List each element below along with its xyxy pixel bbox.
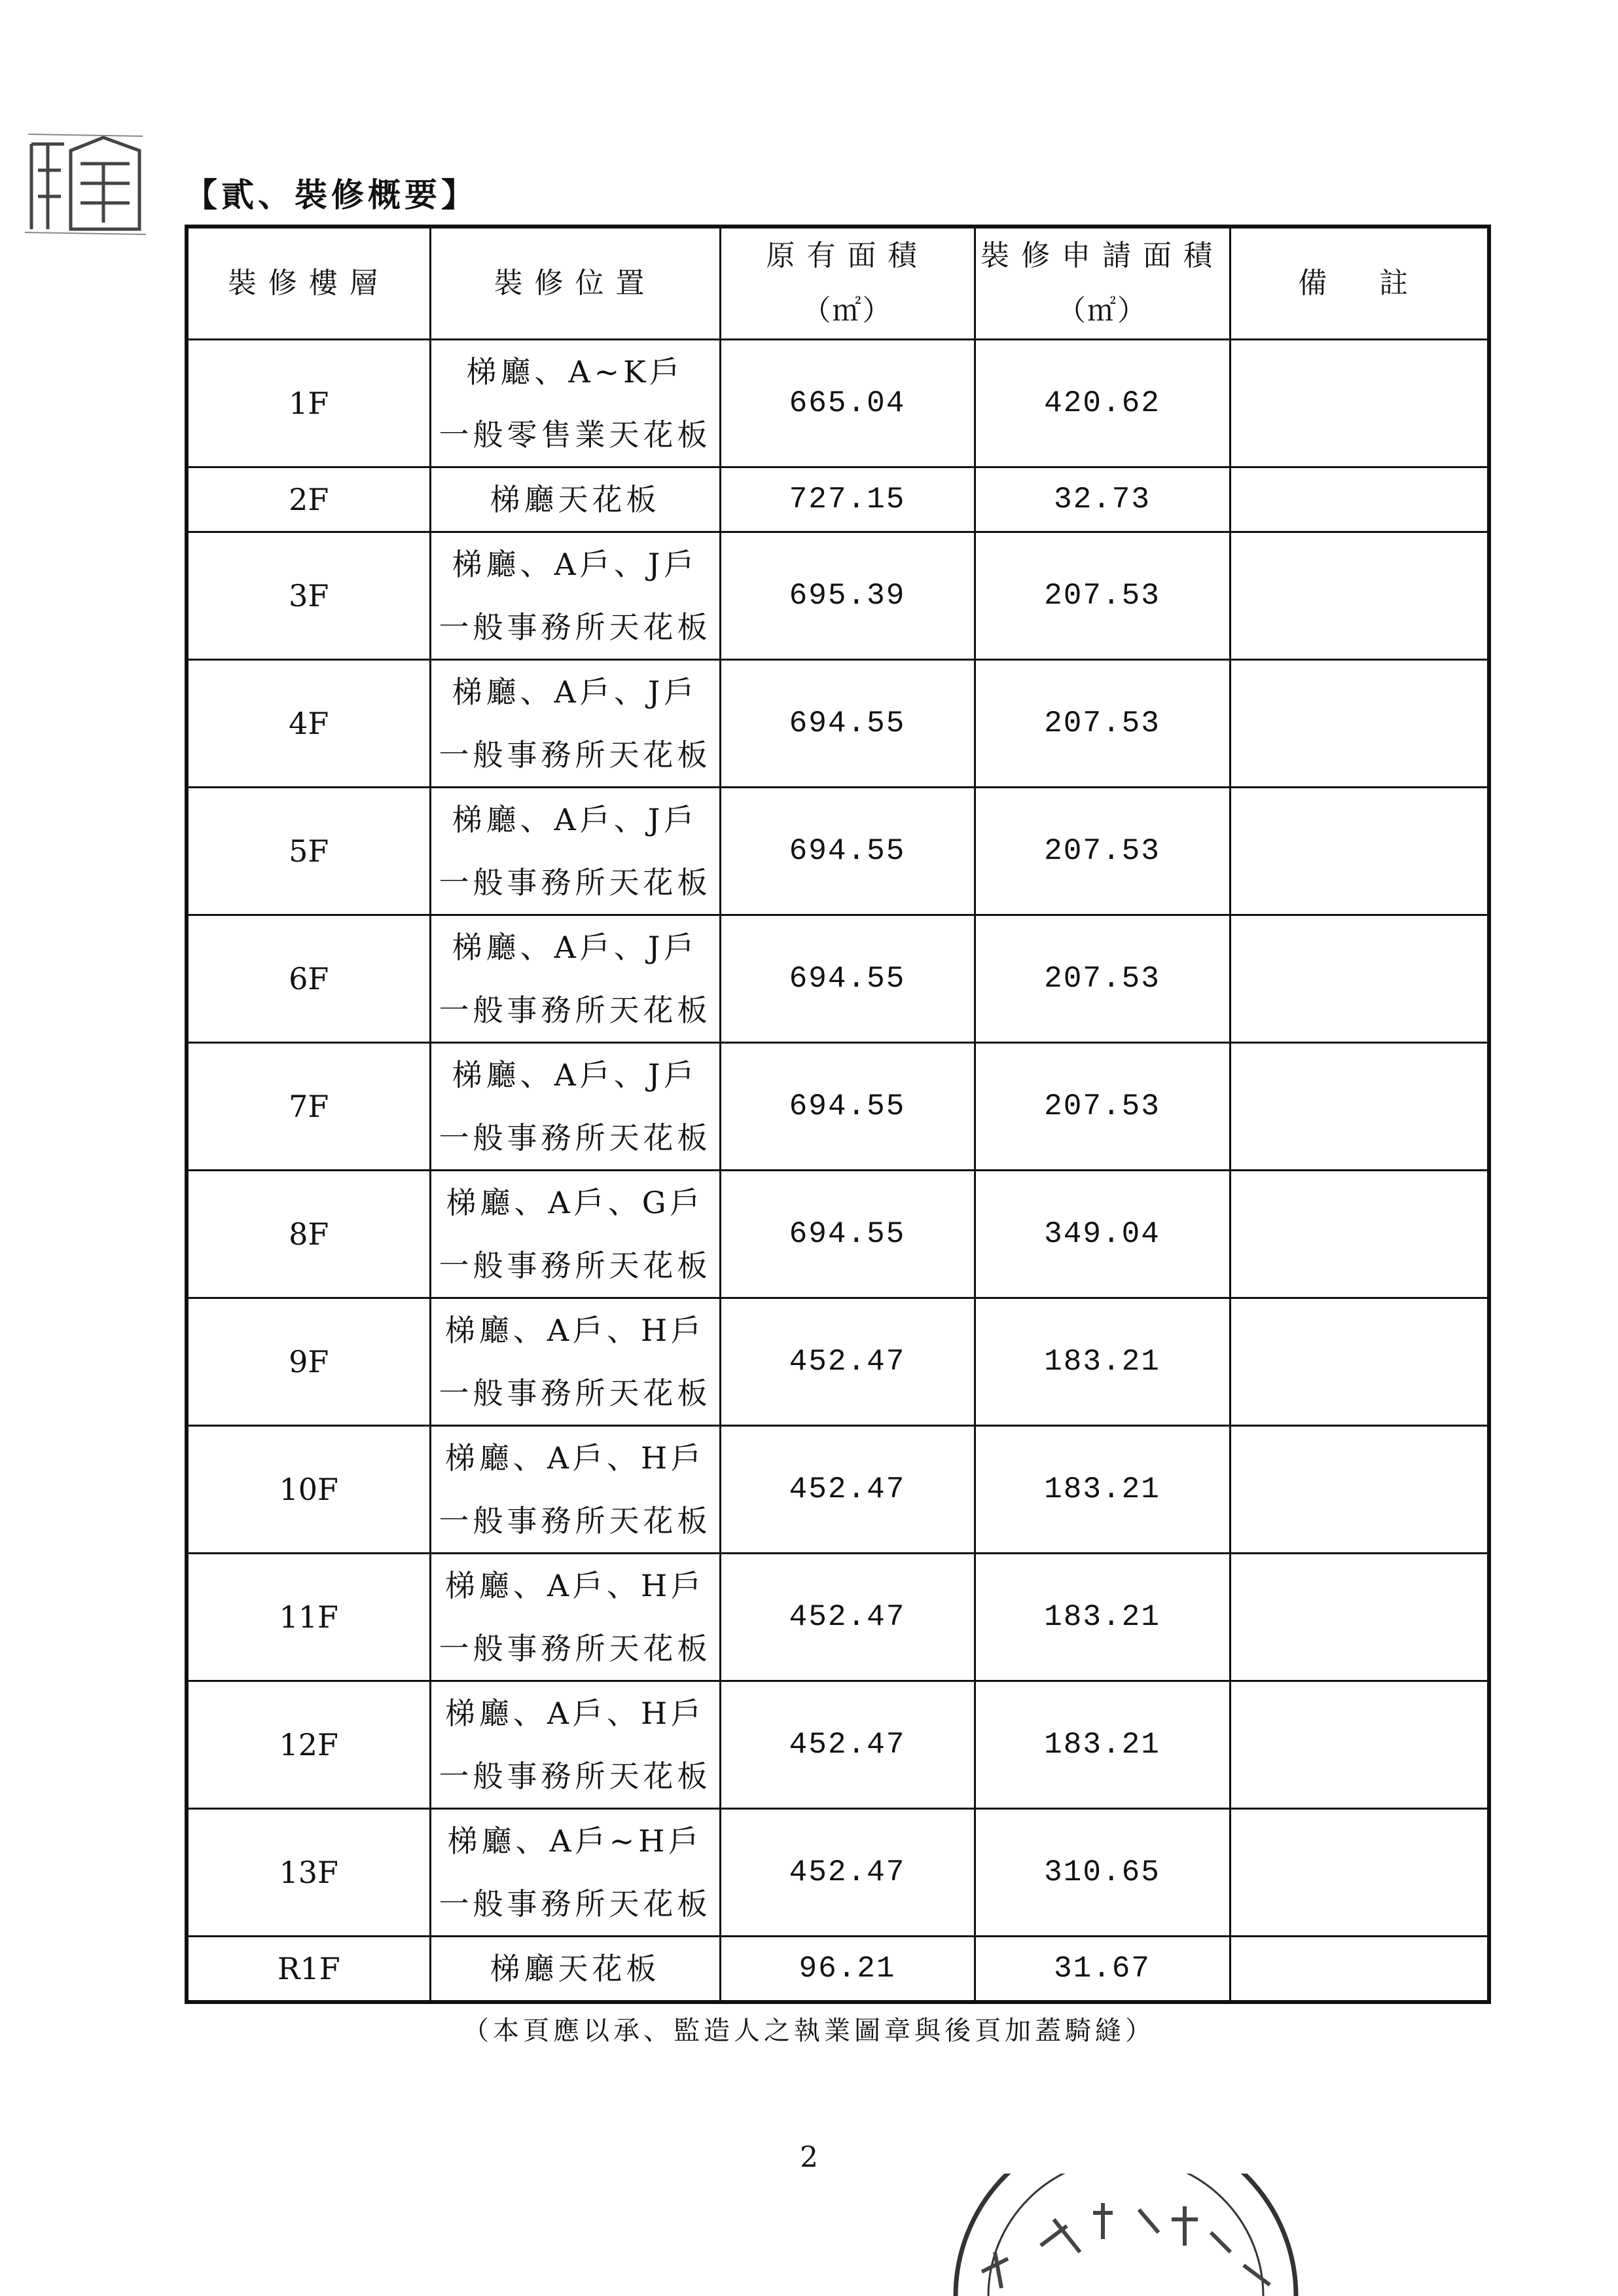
cell-remarks — [1230, 467, 1489, 532]
cell-remarks — [1230, 1298, 1489, 1426]
table-row — [187, 1554, 1489, 1681]
table-row — [187, 1171, 1489, 1298]
cell-remarks — [1230, 915, 1489, 1043]
location-line-1: 梯廳、A戶、H戶 — [444, 1440, 706, 1476]
cell-applied-area: 183.21 — [975, 1554, 1230, 1681]
location-line-1: 梯廳天花板 — [490, 482, 660, 517]
cell-applied-area: 349.04 — [975, 1171, 1230, 1298]
cell-floor: 13F — [187, 1809, 430, 1937]
header-applied-area — [975, 227, 1230, 340]
table-row — [187, 1043, 1489, 1171]
location-line-2: 一般事務所天花板 — [439, 610, 711, 645]
location-line-1: 梯廳、A戶、H戶 — [444, 1696, 706, 1731]
cell-applied-area: 207.53 — [975, 915, 1230, 1043]
renovation-summary-table — [185, 225, 1491, 2004]
cell-remarks — [1230, 1171, 1489, 1298]
header-applied-area-unit: （㎡） — [1057, 294, 1147, 327]
location-line-1: 梯廳、A戶、J戶 — [452, 674, 698, 710]
cell-original-area: 694.55 — [720, 660, 975, 788]
section-heading: 【貳、裝修概要】 — [185, 175, 478, 214]
table-row — [187, 1298, 1489, 1426]
cell-location — [430, 1554, 720, 1681]
cell-applied-area: 183.21 — [975, 1426, 1230, 1554]
cell-applied-area: 420.62 — [975, 340, 1230, 467]
cell-location — [430, 660, 720, 788]
table-row — [187, 1937, 1489, 2003]
cell-location — [430, 340, 720, 467]
location-line-2: 一般事務所天花板 — [439, 865, 711, 900]
table-row — [187, 915, 1489, 1043]
cell-location — [430, 915, 720, 1043]
location-line-1: 梯廳、A戶、J戶 — [452, 547, 698, 582]
cell-original-area: 694.55 — [720, 915, 975, 1043]
location-line-2: 一般事務所天花板 — [439, 1248, 711, 1283]
cell-original-area: 452.47 — [720, 1298, 975, 1426]
cell-original-area: 452.47 — [720, 1809, 975, 1937]
cell-remarks — [1230, 660, 1489, 788]
table-row — [187, 788, 1489, 915]
table-row — [187, 660, 1489, 788]
cell-applied-area: 32.73 — [975, 467, 1230, 532]
cell-floor: 4F — [187, 660, 430, 788]
cell-original-area: 665.04 — [720, 340, 975, 467]
table-row — [187, 1809, 1489, 1937]
cell-original-area: 694.55 — [720, 1171, 975, 1298]
cell-remarks — [1230, 788, 1489, 915]
cell-floor: 7F — [187, 1043, 430, 1171]
cell-floor: 11F — [187, 1554, 430, 1681]
location-line-1: 梯廳、A戶~H戶 — [447, 1823, 703, 1859]
header-location: 裝修位置 — [430, 227, 720, 340]
cell-remarks — [1230, 1043, 1489, 1171]
cell-remarks — [1230, 1554, 1489, 1681]
table-row — [187, 1681, 1489, 1809]
cell-original-area: 96.21 — [720, 1937, 975, 2003]
official-seal-stamp — [943, 2174, 1309, 2296]
cell-floor: 10F — [187, 1426, 430, 1554]
cell-applied-area: 207.53 — [975, 1043, 1230, 1171]
cell-location — [430, 1681, 720, 1809]
cell-applied-area: 310.65 — [975, 1809, 1230, 1937]
cell-location — [430, 788, 720, 915]
location-line-1: 梯廳、A戶、H戶 — [444, 1568, 706, 1603]
cell-floor: R1F — [187, 1937, 430, 2003]
partial-seal-stamp — [25, 131, 146, 236]
cell-remarks — [1230, 1426, 1489, 1554]
table-row — [187, 1426, 1489, 1554]
header-remarks: 備 註 — [1230, 227, 1489, 340]
page-number: 2 — [800, 2141, 818, 2174]
header-original-area-label: 原有面積 — [766, 239, 929, 272]
cell-original-area: 727.15 — [720, 467, 975, 532]
cell-location — [430, 1043, 720, 1171]
location-line-2: 一般零售業天花板 — [439, 417, 711, 452]
cell-floor: 6F — [187, 915, 430, 1043]
cell-floor: 2F — [187, 467, 430, 532]
cell-floor: 1F — [187, 340, 430, 467]
cell-location — [430, 467, 720, 532]
cell-applied-area: 207.53 — [975, 660, 1230, 788]
cell-floor: 3F — [187, 532, 430, 660]
location-line-1: 梯廳、A戶、H戶 — [444, 1313, 706, 1348]
cell-location — [430, 1171, 720, 1298]
location-line-2: 一般事務所天花板 — [439, 1886, 711, 1922]
cell-original-area: 452.47 — [720, 1426, 975, 1554]
location-line-2: 一般事務所天花板 — [439, 1758, 711, 1794]
cell-floor: 8F — [187, 1171, 430, 1298]
table-row — [187, 340, 1489, 467]
location-line-2: 一般事務所天花板 — [439, 1631, 711, 1666]
header-original-area-unit: （㎡） — [802, 294, 893, 327]
location-line-2: 一般事務所天花板 — [439, 737, 711, 773]
header-floor: 裝修樓層 — [187, 227, 430, 340]
cell-location — [430, 1426, 720, 1554]
location-line-2: 一般事務所天花板 — [439, 1376, 711, 1411]
table-row — [187, 532, 1489, 660]
cell-floor: 12F — [187, 1681, 430, 1809]
location-line-1: 梯廳、A戶、J戶 — [452, 930, 698, 965]
cell-remarks — [1230, 340, 1489, 467]
header-applied-area-label: 裝修申請面積 — [980, 239, 1224, 272]
cell-applied-area: 183.21 — [975, 1298, 1230, 1426]
cell-remarks — [1230, 1681, 1489, 1809]
cell-location — [430, 1937, 720, 2003]
location-line-1: 梯廳天花板 — [490, 1951, 660, 1986]
cell-location — [430, 1298, 720, 1426]
cell-applied-area: 207.53 — [975, 788, 1230, 915]
cell-original-area: 694.55 — [720, 1043, 975, 1171]
location-line-1: 梯廳、A戶、J戶 — [452, 1057, 698, 1093]
cell-remarks — [1230, 532, 1489, 660]
cell-remarks — [1230, 1937, 1489, 2003]
location-line-2: 一般事務所天花板 — [439, 1503, 711, 1539]
location-line-1: 梯廳、A戶、J戶 — [452, 802, 698, 837]
location-line-2: 一般事務所天花板 — [439, 993, 711, 1028]
cell-applied-area: 31.67 — [975, 1937, 1230, 2003]
cell-location — [430, 532, 720, 660]
cell-applied-area: 183.21 — [975, 1681, 1230, 1809]
cell-original-area: 695.39 — [720, 532, 975, 660]
location-line-2: 一般事務所天花板 — [439, 1120, 711, 1156]
cell-applied-area: 207.53 — [975, 532, 1230, 660]
cell-remarks — [1230, 1809, 1489, 1937]
cell-location — [430, 1809, 720, 1937]
location-line-1: 梯廳、A戶、G戶 — [446, 1185, 704, 1220]
cell-original-area: 452.47 — [720, 1554, 975, 1681]
footer-note: （本頁應以承、監造人之執業圖章與後頁加蓋騎縫） — [463, 2016, 1155, 2046]
table-header-row — [187, 227, 1489, 340]
cell-floor: 9F — [187, 1298, 430, 1426]
location-line-1: 梯廳、A~K戶 — [466, 354, 684, 390]
header-original-area — [720, 227, 975, 340]
cell-original-area: 452.47 — [720, 1681, 975, 1809]
cell-floor: 5F — [187, 788, 430, 915]
table-row — [187, 467, 1489, 532]
cell-original-area: 694.55 — [720, 788, 975, 915]
